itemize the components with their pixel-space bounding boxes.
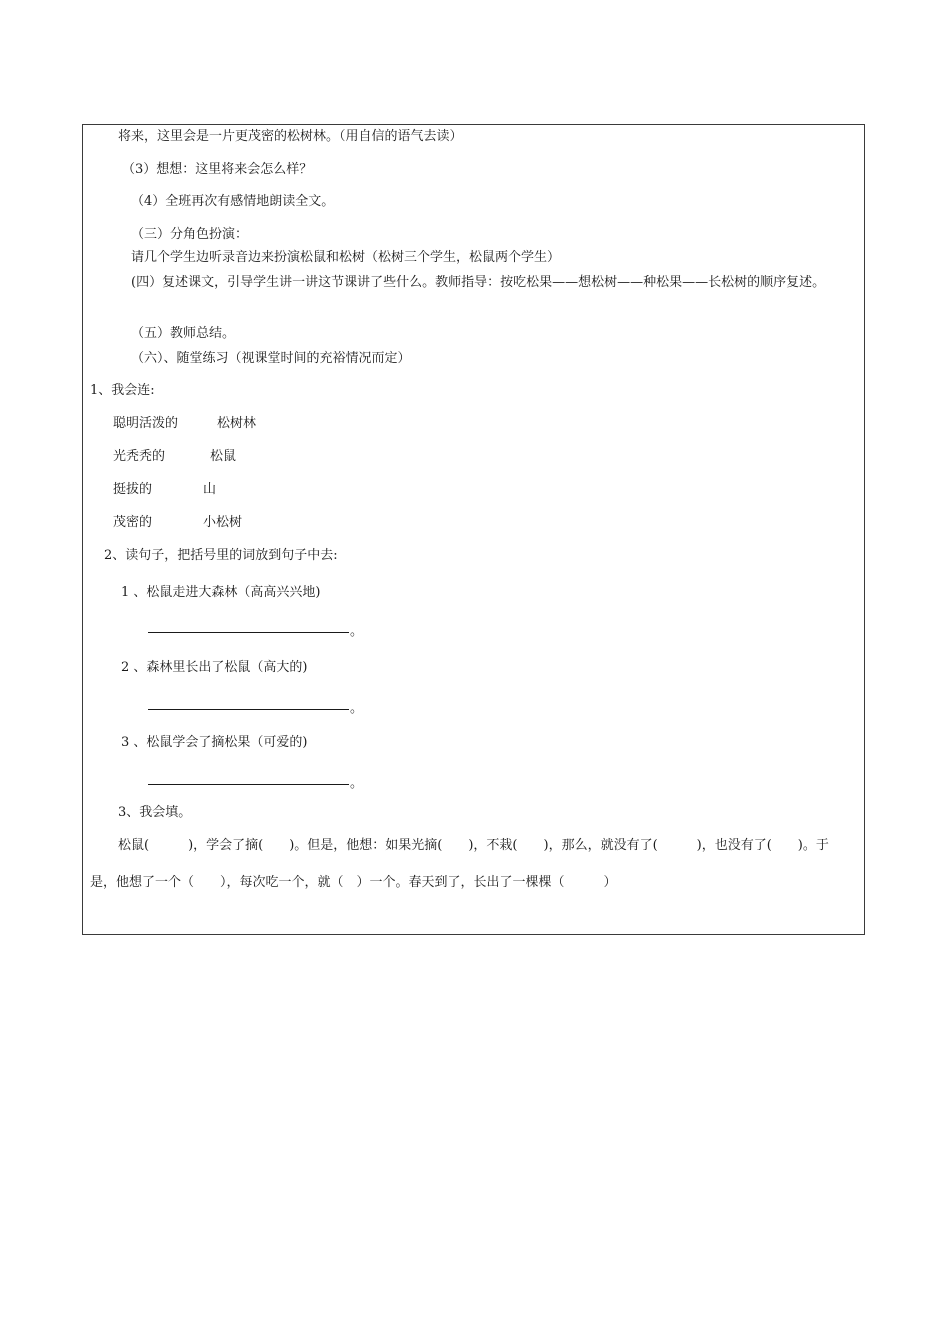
- section-5-summary: （五）教师总结。: [131, 326, 236, 341]
- answer-period: 。: [350, 701, 364, 716]
- match-left-item: 挺拔的: [113, 482, 153, 497]
- exercise-3-title: 3、我会填。: [118, 805, 192, 820]
- fill-in-line-1: 松鼠( )，学会了摘( )。但是，他想：如果光摘( )，不栽( )，那么，就没有了( )，也没有了( )。于: [118, 838, 829, 853]
- step-3-imagine: （3）想想：这里将来会怎么样？: [122, 162, 313, 177]
- match-left-item: 光秃秃的: [113, 449, 166, 464]
- section-3-title: （三）分角色扮演：: [131, 227, 249, 242]
- match-right-item: 小松树: [203, 515, 243, 530]
- match-left-item: 聪明活泼的: [113, 416, 179, 431]
- step-4-read-aloud: （4）全班再次有感情地朗读全文。: [131, 194, 335, 209]
- match-right-item: 松鼠: [210, 449, 237, 464]
- sentence-item: 2 、森林里长出了松鼠（高大的): [121, 660, 308, 675]
- fill-in-line-2: 是，他想了一个（ ），每次吃一个，就（ ）一个。春天到了，长出了一棵棵（ ）: [90, 875, 617, 890]
- section-6-practice: （六）、随堂练习（视课堂时间的充裕情况而定）: [131, 351, 411, 366]
- sentence-item: 3 、松鼠学会了摘松果（可爱的): [121, 735, 308, 750]
- match-right-item: 山: [203, 482, 217, 497]
- answer-blank-line[interactable]: [148, 784, 349, 785]
- section-4-retell: (四）复述课文，引导学生讲一讲这节课讲了些什么。教师指导：按吃松果——想松树——种松果——长松树的顺序复述。: [131, 275, 826, 290]
- lesson-content-box: [82, 124, 865, 935]
- section-3-body: 请几个学生边听录音边来扮演松鼠和松树（松树三个学生，松鼠两个学生）: [131, 250, 561, 265]
- exercise-1-title: 1、我会连:: [90, 383, 155, 398]
- sentence-item: 1 、松鼠走进大森林（高高兴兴地): [121, 585, 321, 600]
- match-right-item: 松树林: [217, 416, 257, 431]
- exercise-2-title: 2、读句子，把括号里的词放到句子中去:: [104, 548, 338, 563]
- answer-period: 。: [350, 624, 364, 639]
- answer-period: 。: [350, 776, 364, 791]
- answer-blank-line[interactable]: [148, 709, 349, 710]
- match-left-item: 茂密的: [113, 515, 153, 530]
- answer-blank-line[interactable]: [148, 632, 349, 633]
- line-future-forest: 将来，这里会是一片更茂密的松树林。（用自信的语气去读）: [118, 129, 463, 144]
